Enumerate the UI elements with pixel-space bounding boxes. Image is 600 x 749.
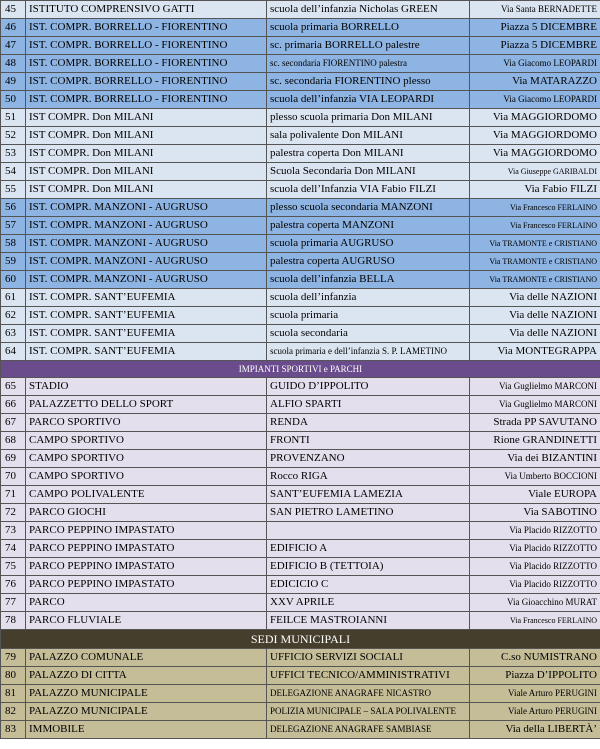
table-row	[1, 468, 600, 486]
institution-cell: PARCO GIOCHI	[26, 504, 267, 522]
address-cell: Viale Arturo PERUGINI	[470, 685, 600, 703]
row-number: 65	[1, 378, 26, 396]
row-number: 61	[1, 289, 26, 307]
site-cell: scuola secondaria	[267, 325, 470, 343]
site-cell: PROVENZANO	[267, 450, 470, 468]
row-number: 47	[1, 37, 26, 55]
institution-cell: IST. COMPR. BORRELLO - FIORENTINO	[26, 73, 267, 91]
row-number: 81	[1, 685, 26, 703]
site-cell: scuola primaria BORRELLO	[267, 19, 470, 37]
address-cell: Via MONTEGRAPPA	[470, 343, 600, 361]
institution-cell: IST. COMPR. BORRELLO - FIORENTINO	[26, 55, 267, 73]
table-row	[1, 235, 600, 253]
table-row	[1, 414, 600, 432]
institution-cell: CAMPO POLIVALENTE	[26, 486, 267, 504]
address-cell: Via Placido RIZZOTTO	[470, 540, 600, 558]
table-row	[1, 612, 600, 630]
address-cell: Via Guglielmo MARCONI	[470, 396, 600, 414]
table-row	[1, 19, 600, 37]
site-cell: scuola dell’infanzia	[267, 289, 470, 307]
table-row	[1, 594, 600, 612]
address-cell: Rione GRANDINETTI	[470, 432, 600, 450]
site-cell: palestra coperta AUGRUSO	[267, 253, 470, 271]
site-cell: palestra coperta MANZONI	[267, 217, 470, 235]
table-row	[1, 343, 600, 361]
table-row	[1, 37, 600, 55]
institution-cell: IST. COMPR. SANT’EUFEMIA	[26, 289, 267, 307]
institution-cell: IST. COMPR. MANZONI - AUGRUSO	[26, 235, 267, 253]
institution-cell: PARCO FLUVIALE	[26, 612, 267, 630]
address-cell: Viale EUROPA	[470, 486, 600, 504]
table-row	[1, 450, 600, 468]
address-cell: Via Fabio FILZI	[470, 181, 600, 199]
address-cell: Via Gioacchino MURAT	[470, 594, 600, 612]
institution-cell: PALAZZO MUNICIPALE	[26, 703, 267, 721]
institution-cell: IST. COMPR. MANZONI - AUGRUSO	[26, 271, 267, 289]
institution-cell: IST COMPR. Don MILANI	[26, 163, 267, 181]
row-number: 51	[1, 109, 26, 127]
site-cell: sala polivalente Don MILANI	[267, 127, 470, 145]
institution-cell: STADIO	[26, 378, 267, 396]
table-row	[1, 73, 600, 91]
row-number: 78	[1, 612, 26, 630]
address-cell: Via SABOTINO	[470, 504, 600, 522]
row-number: 71	[1, 486, 26, 504]
table-row	[1, 199, 600, 217]
address-cell: Via TRAMONTE e CRISTIANO	[470, 235, 600, 253]
row-number: 82	[1, 703, 26, 721]
address-cell: Via Francesco FERLAINO	[470, 217, 600, 235]
site-cell: scuola dell’infanzia VIA LEOPARDI	[267, 91, 470, 109]
table-row	[1, 127, 600, 145]
row-number: 62	[1, 307, 26, 325]
row-number: 67	[1, 414, 26, 432]
row-number: 56	[1, 199, 26, 217]
row-number: 50	[1, 91, 26, 109]
address-cell: Piazza 5 DICEMBRE	[470, 19, 600, 37]
row-number: 52	[1, 127, 26, 145]
site-cell: scuola dell’infanzia Nicholas GREEN	[267, 1, 470, 19]
address-cell: Via MAGGIORDOMO	[470, 109, 600, 127]
site-cell: RENDA	[267, 414, 470, 432]
row-number: 46	[1, 19, 26, 37]
site-cell: sc. primaria BORRELLO palestre	[267, 37, 470, 55]
address-cell: Via MAGGIORDOMO	[470, 145, 600, 163]
institution-cell: PARCO	[26, 594, 267, 612]
address-cell: Piazza 5 DICEMBRE	[470, 37, 600, 55]
site-cell: GUIDO D’IPPOLITO	[267, 378, 470, 396]
table-row	[1, 378, 600, 396]
institution-cell: CAMPO SPORTIVO	[26, 432, 267, 450]
institution-cell: IST COMPR. Don MILANI	[26, 145, 267, 163]
site-cell: ALFIO SPARTI	[267, 396, 470, 414]
row-number: 70	[1, 468, 26, 486]
table-row	[1, 540, 600, 558]
site-cell: FEILCE MASTROIANNI	[267, 612, 470, 630]
institution-cell: PALAZZETTO DELLO SPORT	[26, 396, 267, 414]
row-number: 59	[1, 253, 26, 271]
institution-cell: IST COMPR. Don MILANI	[26, 181, 267, 199]
address-cell: Via Francesco FERLAINO	[470, 612, 600, 630]
table-row	[1, 217, 600, 235]
institution-cell: IST. COMPR. SANT’EUFEMIA	[26, 307, 267, 325]
address-cell: C.so NUMISTRANO	[470, 649, 600, 667]
institution-cell: PARCO PEPPINO IMPASTATO	[26, 558, 267, 576]
row-number: 57	[1, 217, 26, 235]
site-cell: SANT’EUFEMIA LAMEZIA	[267, 486, 470, 504]
institution-cell: IST. COMPR. SANT’EUFEMIA	[26, 343, 267, 361]
site-cell: Rocco RIGA	[267, 468, 470, 486]
site-cell: XXV APRILE	[267, 594, 470, 612]
institution-cell: IMMOBILE	[26, 721, 267, 739]
table-row	[1, 289, 600, 307]
site-cell: scuola primaria	[267, 307, 470, 325]
site-cell: scuola primaria e dell’infanzia S. P. LAMETINO	[267, 343, 470, 361]
address-cell: Via Placido RIZZOTTO	[470, 522, 600, 540]
table-row	[1, 667, 600, 685]
address-cell: Via Umberto BOCCIONI	[470, 468, 600, 486]
institution-cell: PALAZZO COMUNALE	[26, 649, 267, 667]
address-cell: Via delle NAZIONI	[470, 325, 600, 343]
institution-cell: PARCO PEPPINO IMPASTATO	[26, 522, 267, 540]
address-cell: Via Santa BERNADETTE	[470, 1, 600, 19]
table-row	[1, 721, 600, 739]
row-number: 80	[1, 667, 26, 685]
table-row	[1, 432, 600, 450]
site-cell: scuola dell’infanzia BELLA	[267, 271, 470, 289]
site-cell: palestra coperta Don MILANI	[267, 145, 470, 163]
institution-cell: IST. COMPR. MANZONI - AUGRUSO	[26, 199, 267, 217]
row-number: 69	[1, 450, 26, 468]
institution-cell: CAMPO SPORTIVO	[26, 450, 267, 468]
section-title: SEDI MUNICIPALI	[1, 630, 600, 649]
site-cell: EDIFICIO B (TETTOIA)	[267, 558, 470, 576]
row-number: 49	[1, 73, 26, 91]
row-number: 58	[1, 235, 26, 253]
row-number: 73	[1, 522, 26, 540]
site-cell	[267, 522, 470, 540]
site-cell: scuola dell’Infanzia VIA Fabio FILZI	[267, 181, 470, 199]
table-row	[1, 1, 600, 19]
table-row	[1, 181, 600, 199]
row-number: 60	[1, 271, 26, 289]
address-cell: Via della LIBERTÀ’	[470, 721, 600, 739]
address-cell: Via Giacomo LEOPARDI	[470, 91, 600, 109]
institution-cell: IST. COMPR. BORRELLO - FIORENTINO	[26, 37, 267, 55]
site-cell: plesso scuola primaria Don MILANI	[267, 109, 470, 127]
table-row	[1, 703, 600, 721]
row-number: 66	[1, 396, 26, 414]
institution-cell: IST. COMPR. SANT’EUFEMIA	[26, 325, 267, 343]
row-number: 45	[1, 1, 26, 19]
row-number: 72	[1, 504, 26, 522]
address-cell: Strada PP SAVUTANO	[470, 414, 600, 432]
row-number: 48	[1, 55, 26, 73]
site-cell: EDIFICIO A	[267, 540, 470, 558]
address-cell: Via Placido RIZZOTTO	[470, 558, 600, 576]
table-row	[1, 271, 600, 289]
table-row	[1, 576, 600, 594]
row-number: 53	[1, 145, 26, 163]
row-number: 55	[1, 181, 26, 199]
table-row	[1, 325, 600, 343]
row-number: 79	[1, 649, 26, 667]
institution-cell: IST. COMPR. BORRELLO - FIORENTINO	[26, 19, 267, 37]
row-number: 64	[1, 343, 26, 361]
table-row	[1, 91, 600, 109]
site-cell: sc. secondaria FIORENTINO plesso	[267, 73, 470, 91]
table-row	[1, 109, 600, 127]
table-row	[1, 163, 600, 181]
site-cell: EDICICIO C	[267, 576, 470, 594]
row-number: 75	[1, 558, 26, 576]
site-cell: POLIZIA MUNICIPALE – SALA POLIVALENTE	[267, 703, 470, 721]
address-cell: Via dei BIZANTINI	[470, 450, 600, 468]
table-row	[1, 307, 600, 325]
address-cell: Via MAGGIORDOMO	[470, 127, 600, 145]
site-cell: Scuola Secondaria Don MILANI	[267, 163, 470, 181]
institution-cell: IST COMPR. Don MILANI	[26, 109, 267, 127]
site-cell: sc. secondaria FIORENTINO palestra	[267, 55, 470, 73]
row-number: 54	[1, 163, 26, 181]
institution-cell: PARCO PEPPINO IMPASTATO	[26, 540, 267, 558]
table-row	[1, 396, 600, 414]
institution-cell: PARCO PEPPINO IMPASTATO	[26, 576, 267, 594]
table-row	[1, 685, 600, 703]
site-cell: SAN PIETRO LAMETINO	[267, 504, 470, 522]
table-row	[1, 649, 600, 667]
section-header-muni	[1, 630, 600, 649]
address-cell: Via TRAMONTE e CRISTIANO	[470, 271, 600, 289]
table-row	[1, 145, 600, 163]
site-cell: scuola primaria AUGRUSO	[267, 235, 470, 253]
row-number: 76	[1, 576, 26, 594]
address-cell: Via MATARAZZO	[470, 73, 600, 91]
address-cell: Via delle NAZIONI	[470, 289, 600, 307]
row-number: 63	[1, 325, 26, 343]
site-cell: plesso scuola secondaria MANZONI	[267, 199, 470, 217]
address-cell: Via TRAMONTE e CRISTIANO	[470, 253, 600, 271]
site-cell: UFFICIO SERVIZI SOCIALI	[267, 649, 470, 667]
address-cell: Via Giacomo LEOPARDI	[470, 55, 600, 73]
institution-cell: IST. COMPR. MANZONI - AUGRUSO	[26, 217, 267, 235]
institution-cell: ISTITUTO COMPRENSIVO GATTI	[26, 1, 267, 19]
table-row	[1, 558, 600, 576]
address-cell: Via Placido RIZZOTTO	[470, 576, 600, 594]
site-cell: FRONTI	[267, 432, 470, 450]
address-cell: Piazza D’IPPOLITO	[470, 667, 600, 685]
table-row	[1, 55, 600, 73]
table-row	[1, 522, 600, 540]
address-cell: Via Guglielmo MARCONI	[470, 378, 600, 396]
institution-cell: PARCO SPORTIVO	[26, 414, 267, 432]
institution-cell: PALAZZO DI CITTA	[26, 667, 267, 685]
address-cell: Via Giuseppe GARIBALDI	[470, 163, 600, 181]
address-cell: Via delle NAZIONI	[470, 307, 600, 325]
address-cell: Viale Arturo PERUGINI	[470, 703, 600, 721]
table-row	[1, 504, 600, 522]
table-row	[1, 486, 600, 504]
address-cell: Via Francesco FERLAINO	[470, 199, 600, 217]
row-number: 74	[1, 540, 26, 558]
institution-cell: IST. COMPR. BORRELLO - FIORENTINO	[26, 91, 267, 109]
institution-cell: CAMPO SPORTIVO	[26, 468, 267, 486]
row-number: 83	[1, 721, 26, 739]
institution-cell: PALAZZO MUNICIPALE	[26, 685, 267, 703]
site-cell: DELEGAZIONE ANAGRAFE NICASTRO	[267, 685, 470, 703]
table-body	[1, 1, 600, 739]
institution-cell: IST COMPR. Don MILANI	[26, 127, 267, 145]
institution-cell: IST. COMPR. MANZONI - AUGRUSO	[26, 253, 267, 271]
section-header-sport	[1, 361, 600, 378]
row-number: 77	[1, 594, 26, 612]
section-title: IMPIANTI SPORTIVI e PARCHI	[1, 361, 600, 378]
table-row	[1, 253, 600, 271]
site-cell: DELEGAZIONE ANAGRAFE SAMBIASE	[267, 721, 470, 739]
site-cell: UFFICI TECNICO/AMMINISTRATIVI	[267, 667, 470, 685]
row-number: 68	[1, 432, 26, 450]
